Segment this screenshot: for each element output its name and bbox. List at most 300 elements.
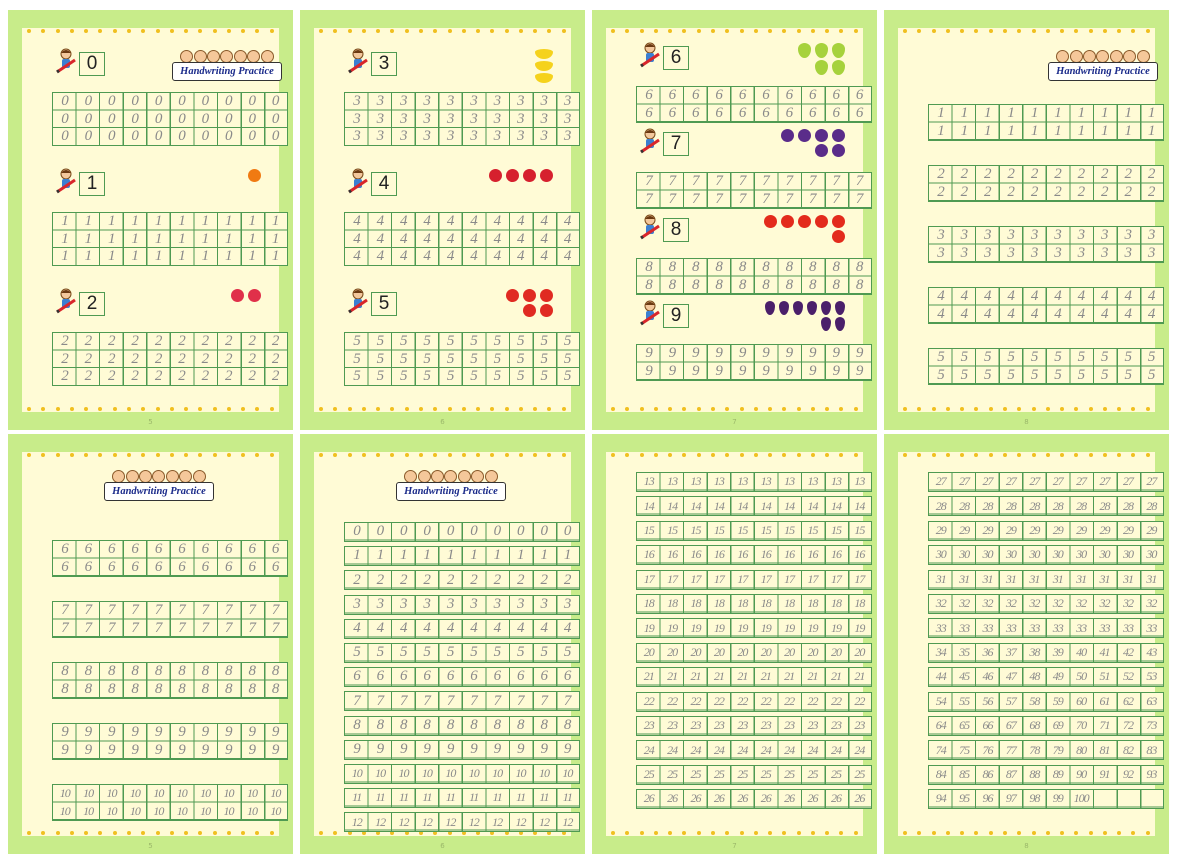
- trace-cell[interactable]: 4: [1101, 288, 1109, 305]
- trace-cell[interactable]: 1: [178, 230, 186, 247]
- trace-cell[interactable]: 5: [400, 368, 408, 385]
- trace-cell[interactable]: 6: [692, 104, 700, 121]
- trace-cell[interactable]: 5: [563, 644, 571, 661]
- trace-cell[interactable]: 0: [493, 523, 501, 540]
- trace-cell[interactable]: 10: [223, 803, 234, 818]
- trace-cell[interactable]: 5: [1030, 366, 1038, 383]
- trace-cell[interactable]: 1: [960, 105, 968, 122]
- trace-cell[interactable]: 7: [517, 692, 525, 709]
- trace-cell[interactable]: 5: [446, 333, 454, 350]
- trace-cell[interactable]: 9: [178, 741, 186, 758]
- trace-cell[interactable]: 3: [493, 110, 501, 127]
- trace-cell[interactable]: 25: [784, 767, 795, 782]
- trace-cell[interactable]: 7: [785, 173, 793, 190]
- trace-cell[interactable]: 28: [1005, 498, 1016, 513]
- trace-cell[interactable]: 14: [807, 498, 818, 513]
- trace-cell[interactable]: 1: [201, 213, 209, 230]
- trace-cell[interactable]: 19: [807, 620, 818, 635]
- trace-cell[interactable]: 3: [446, 128, 454, 145]
- trace-cell[interactable]: 4: [937, 288, 945, 305]
- trace-cell[interactable]: 7: [785, 190, 793, 207]
- trace-cell[interactable]: 2: [1054, 183, 1062, 200]
- trace-cell[interactable]: 7: [645, 173, 653, 190]
- trace-cell[interactable]: 3: [376, 128, 384, 145]
- trace-cell[interactable]: 13: [690, 474, 701, 489]
- trace-cell[interactable]: 33: [1146, 620, 1157, 635]
- trace-cell[interactable]: 10: [223, 786, 234, 801]
- trace-cell[interactable]: 6: [855, 104, 863, 121]
- trace-cell[interactable]: 11: [375, 790, 385, 805]
- trace-cell[interactable]: 32: [1052, 596, 1063, 611]
- trace-cell[interactable]: 0: [201, 128, 209, 145]
- trace-cell[interactable]: 24: [713, 742, 724, 757]
- trace-cell[interactable]: 14: [854, 498, 865, 513]
- trace-cell[interactable]: 7: [248, 619, 256, 636]
- trace-cell[interactable]: 0: [154, 110, 162, 127]
- trace-cell[interactable]: 3: [563, 110, 571, 127]
- trace-cell[interactable]: 5: [376, 368, 384, 385]
- trace-cell[interactable]: 2: [248, 368, 256, 385]
- trace-cell[interactable]: 7: [668, 173, 676, 190]
- trace-cell[interactable]: 4: [493, 248, 501, 265]
- trace-cell[interactable]: 9: [785, 362, 793, 379]
- trace-cell[interactable]: 31: [959, 571, 970, 586]
- trace-cell[interactable]: 6: [832, 87, 840, 104]
- trace-cell[interactable]: 20: [643, 645, 654, 660]
- trace-cell[interactable]: 8: [84, 663, 92, 680]
- trace-cell[interactable]: 5: [540, 333, 548, 350]
- trace-cell[interactable]: 1: [131, 248, 139, 265]
- trace-cell[interactable]: 5: [400, 644, 408, 661]
- trace-cell[interactable]: 7: [154, 602, 162, 619]
- trace-cell[interactable]: 3: [984, 227, 992, 244]
- trace-cell[interactable]: 7: [809, 190, 817, 207]
- trace-cell[interactable]: 1: [1101, 105, 1109, 122]
- trace-cell[interactable]: 78: [1029, 742, 1040, 757]
- trace-cell[interactable]: 9: [470, 741, 478, 758]
- trace-cell[interactable]: 6: [738, 104, 746, 121]
- trace-cell[interactable]: 8: [517, 716, 525, 733]
- trace-cell[interactable]: 14: [784, 498, 795, 513]
- trace-cell[interactable]: 3: [470, 110, 478, 127]
- trace-cell[interactable]: 86: [982, 767, 993, 782]
- trace-cell[interactable]: 7: [692, 190, 700, 207]
- trace-cell[interactable]: 3: [1054, 244, 1062, 261]
- trace-cell[interactable]: 1: [1054, 122, 1062, 139]
- trace-cell[interactable]: 31: [982, 571, 993, 586]
- trace-cell[interactable]: 5: [1147, 349, 1155, 366]
- trace-cell[interactable]: 10: [492, 766, 503, 781]
- trace-cell[interactable]: 8: [645, 259, 653, 276]
- trace-cell[interactable]: 26: [643, 791, 654, 806]
- trace-cell[interactable]: 82: [1122, 742, 1133, 757]
- trace-cell[interactable]: 7: [832, 190, 840, 207]
- trace-cell[interactable]: 21: [784, 669, 795, 684]
- trace-cell[interactable]: 13: [807, 474, 818, 489]
- trace-cell[interactable]: 14: [830, 498, 841, 513]
- trace-cell[interactable]: 17: [690, 571, 701, 586]
- trace-cell[interactable]: 7: [692, 173, 700, 190]
- trace-cell[interactable]: 19: [690, 620, 701, 635]
- trace-cell[interactable]: 30: [1029, 547, 1040, 562]
- trace-cell[interactable]: 7: [225, 602, 233, 619]
- trace-cell[interactable]: 4: [446, 248, 454, 265]
- trace-cell[interactable]: 6: [668, 104, 676, 121]
- trace-cell[interactable]: 9: [154, 724, 162, 741]
- trace-cell[interactable]: 35: [959, 645, 970, 660]
- trace-cell[interactable]: 42: [1122, 645, 1133, 660]
- trace-cell[interactable]: 6: [248, 558, 256, 575]
- trace-cell[interactable]: 4: [400, 248, 408, 265]
- trace-cell[interactable]: 93: [1146, 767, 1157, 782]
- trace-cell[interactable]: 6: [446, 668, 454, 685]
- trace-cell[interactable]: 7: [61, 602, 69, 619]
- trace-cell[interactable]: 0: [353, 523, 361, 540]
- trace-cell[interactable]: 9: [225, 741, 233, 758]
- trace-cell[interactable]: 10: [468, 766, 479, 781]
- trace-cell[interactable]: 1: [271, 248, 279, 265]
- trace-cell[interactable]: 6: [785, 104, 793, 121]
- trace-cell[interactable]: 67: [1005, 718, 1016, 733]
- trace-cell[interactable]: 57: [1005, 693, 1016, 708]
- trace-cell[interactable]: 9: [201, 741, 209, 758]
- trace-cell[interactable]: 8: [131, 680, 139, 697]
- trace-cell[interactable]: 27: [982, 474, 993, 489]
- trace-cell[interactable]: 1: [563, 547, 571, 564]
- trace-cell[interactable]: 49: [1052, 669, 1063, 684]
- trace-cell[interactable]: 3: [400, 595, 408, 612]
- trace-cell[interactable]: 0: [84, 110, 92, 127]
- trace-cell[interactable]: 7: [540, 692, 548, 709]
- trace-cell[interactable]: 16: [854, 547, 865, 562]
- trace-cell[interactable]: 13: [854, 474, 865, 489]
- trace-cell[interactable]: 33: [935, 620, 946, 635]
- trace-cell[interactable]: 0: [248, 128, 256, 145]
- trace-cell[interactable]: 3: [1101, 227, 1109, 244]
- trace-cell[interactable]: 9: [271, 741, 279, 758]
- trace-cell[interactable]: 5: [376, 333, 384, 350]
- trace-cell[interactable]: 0: [446, 523, 454, 540]
- trace-cell[interactable]: 10: [246, 803, 257, 818]
- trace-cell[interactable]: 9: [271, 724, 279, 741]
- trace-cell[interactable]: 5: [540, 644, 548, 661]
- trace-cell[interactable]: 16: [713, 547, 724, 562]
- trace-cell[interactable]: 37: [1005, 645, 1016, 660]
- trace-cell[interactable]: 16: [643, 547, 654, 562]
- trace-cell[interactable]: 28: [1122, 498, 1133, 513]
- trace-cell[interactable]: 29: [1122, 523, 1133, 538]
- trace-cell[interactable]: 18: [713, 596, 724, 611]
- trace-cell[interactable]: 4: [1147, 288, 1155, 305]
- trace-cell[interactable]: 5: [563, 333, 571, 350]
- trace-cell[interactable]: 26: [854, 791, 865, 806]
- trace-cell[interactable]: 8: [855, 259, 863, 276]
- trace-cell[interactable]: 6: [201, 541, 209, 558]
- trace-cell[interactable]: 0: [225, 110, 233, 127]
- trace-cell[interactable]: 10: [398, 766, 409, 781]
- trace-cell[interactable]: 9: [715, 362, 723, 379]
- trace-cell[interactable]: 8: [108, 663, 116, 680]
- trace-cell[interactable]: 9: [855, 362, 863, 379]
- trace-cell[interactable]: 10: [83, 803, 94, 818]
- trace-cell[interactable]: 10: [200, 786, 211, 801]
- trace-cell[interactable]: 2: [271, 368, 279, 385]
- trace-cell[interactable]: 9: [353, 741, 361, 758]
- trace-cell[interactable]: 68: [1029, 718, 1040, 733]
- trace-cell[interactable]: 3: [1077, 227, 1085, 244]
- trace-cell[interactable]: 8: [715, 276, 723, 293]
- trace-cell[interactable]: 5: [493, 644, 501, 661]
- trace-cell[interactable]: 5: [376, 644, 384, 661]
- trace-cell[interactable]: 2: [493, 571, 501, 588]
- trace-cell[interactable]: 29: [1099, 523, 1110, 538]
- trace-cell[interactable]: 8: [785, 276, 793, 293]
- trace-cell[interactable]: 4: [1054, 288, 1062, 305]
- trace-cell[interactable]: 16: [760, 547, 771, 562]
- trace-cell[interactable]: 14: [667, 498, 678, 513]
- trace-cell[interactable]: 2: [446, 571, 454, 588]
- trace-cell[interactable]: 24: [784, 742, 795, 757]
- trace-cell[interactable]: 9: [832, 362, 840, 379]
- trace-cell[interactable]: 17: [854, 571, 865, 586]
- trace-cell[interactable]: 4: [353, 230, 361, 247]
- trace-cell[interactable]: 4: [1030, 305, 1038, 322]
- trace-cell[interactable]: 9: [61, 741, 69, 758]
- trace-cell[interactable]: 74: [935, 742, 946, 757]
- trace-cell[interactable]: 5: [1101, 366, 1109, 383]
- trace-cell[interactable]: 0: [84, 128, 92, 145]
- trace-cell[interactable]: 6: [540, 668, 548, 685]
- trace-cell[interactable]: 1: [61, 213, 69, 230]
- trace-cell[interactable]: 2: [1124, 183, 1132, 200]
- trace-cell[interactable]: 2: [540, 571, 548, 588]
- trace-cell[interactable]: 1: [517, 547, 525, 564]
- trace-cell[interactable]: 3: [937, 244, 945, 261]
- trace-cell[interactable]: 19: [667, 620, 678, 635]
- trace-cell[interactable]: 2: [1101, 166, 1109, 183]
- trace-cell[interactable]: 29: [1052, 523, 1063, 538]
- trace-cell[interactable]: 2: [108, 368, 116, 385]
- trace-cell[interactable]: 8: [353, 716, 361, 733]
- trace-cell[interactable]: 4: [1030, 288, 1038, 305]
- trace-cell[interactable]: 22: [760, 693, 771, 708]
- trace-cell[interactable]: 1: [154, 230, 162, 247]
- trace-cell[interactable]: 26: [690, 791, 701, 806]
- trace-cell[interactable]: 21: [667, 669, 678, 684]
- trace-cell[interactable]: 27: [1052, 474, 1063, 489]
- trace-cell[interactable]: 24: [643, 742, 654, 757]
- trace-cell[interactable]: 4: [470, 620, 478, 637]
- trace-cell[interactable]: 10: [176, 786, 187, 801]
- trace-cell[interactable]: 8: [668, 259, 676, 276]
- trace-cell[interactable]: 32: [935, 596, 946, 611]
- trace-cell[interactable]: 0: [131, 128, 139, 145]
- trace-cell[interactable]: 1: [178, 248, 186, 265]
- trace-cell[interactable]: 17: [667, 571, 678, 586]
- trace-cell[interactable]: 5: [540, 368, 548, 385]
- trace-cell[interactable]: 27: [959, 474, 970, 489]
- trace-cell[interactable]: 10: [153, 803, 164, 818]
- trace-cell[interactable]: 10: [515, 766, 526, 781]
- trace-cell[interactable]: 7: [201, 619, 209, 636]
- trace-cell[interactable]: 20: [713, 645, 724, 660]
- trace-cell[interactable]: 5: [493, 368, 501, 385]
- trace-cell[interactable]: 24: [690, 742, 701, 757]
- trace-cell[interactable]: 70: [1076, 718, 1087, 733]
- trace-cell[interactable]: 27: [1099, 474, 1110, 489]
- trace-cell[interactable]: 4: [446, 620, 454, 637]
- trace-cell[interactable]: 6: [668, 87, 676, 104]
- trace-cell[interactable]: 25: [854, 767, 865, 782]
- trace-cell[interactable]: 55: [959, 693, 970, 708]
- trace-cell[interactable]: 1: [61, 248, 69, 265]
- trace-cell[interactable]: 19: [643, 620, 654, 635]
- trace-cell[interactable]: 18: [667, 596, 678, 611]
- trace-cell[interactable]: 6: [61, 541, 69, 558]
- trace-cell[interactable]: 2: [154, 350, 162, 367]
- trace-cell[interactable]: 25: [643, 767, 654, 782]
- trace-cell[interactable]: 2: [131, 350, 139, 367]
- trace-cell[interactable]: 15: [784, 523, 795, 538]
- trace-cell[interactable]: 6: [400, 668, 408, 685]
- trace-cell[interactable]: 5: [937, 366, 945, 383]
- trace-cell[interactable]: 9: [376, 741, 384, 758]
- trace-cell[interactable]: 6: [201, 558, 209, 575]
- trace-cell[interactable]: 6: [785, 87, 793, 104]
- trace-cell[interactable]: 18: [807, 596, 818, 611]
- trace-cell[interactable]: 2: [84, 350, 92, 367]
- trace-cell[interactable]: 0: [154, 93, 162, 110]
- trace-cell[interactable]: 18: [690, 596, 701, 611]
- trace-cell[interactable]: 47: [1005, 669, 1016, 684]
- trace-cell[interactable]: 84: [935, 767, 946, 782]
- trace-cell[interactable]: 5: [540, 350, 548, 367]
- trace-cell[interactable]: 33: [1005, 620, 1016, 635]
- trace-cell[interactable]: 4: [540, 620, 548, 637]
- trace-cell[interactable]: 83: [1146, 742, 1157, 757]
- trace-cell[interactable]: 38: [1029, 645, 1040, 660]
- trace-cell[interactable]: 7: [108, 602, 116, 619]
- trace-cell[interactable]: 5: [423, 333, 431, 350]
- trace-cell[interactable]: 1: [154, 213, 162, 230]
- trace-cell[interactable]: 3: [353, 595, 361, 612]
- trace-cell[interactable]: 4: [470, 248, 478, 265]
- trace-cell[interactable]: 10: [562, 766, 573, 781]
- trace-cell[interactable]: 31: [1076, 571, 1087, 586]
- trace-cell[interactable]: 3: [1030, 244, 1038, 261]
- trace-cell[interactable]: 88: [1029, 767, 1040, 782]
- trace-cell[interactable]: 5: [376, 350, 384, 367]
- trace-cell[interactable]: 0: [540, 523, 548, 540]
- trace-cell[interactable]: 3: [1124, 244, 1132, 261]
- trace-cell[interactable]: 5: [353, 368, 361, 385]
- trace-cell[interactable]: 5: [937, 349, 945, 366]
- trace-cell[interactable]: 3: [353, 110, 361, 127]
- trace-cell[interactable]: 25: [830, 767, 841, 782]
- trace-cell[interactable]: 6: [423, 668, 431, 685]
- trace-cell[interactable]: 23: [667, 718, 678, 733]
- trace-cell[interactable]: 2: [937, 166, 945, 183]
- trace-cell[interactable]: 4: [540, 213, 548, 230]
- trace-cell[interactable]: 1: [271, 230, 279, 247]
- trace-cell[interactable]: 4: [540, 230, 548, 247]
- trace-cell[interactable]: 10: [59, 786, 70, 801]
- trace-cell[interactable]: 3: [1007, 244, 1015, 261]
- trace-cell[interactable]: 9: [563, 741, 571, 758]
- trace-cell[interactable]: 43: [1146, 645, 1157, 660]
- trace-cell[interactable]: 5: [423, 368, 431, 385]
- trace-cell[interactable]: 41: [1099, 645, 1110, 660]
- trace-cell[interactable]: 0: [108, 110, 116, 127]
- trace-cell[interactable]: 28: [1052, 498, 1063, 513]
- trace-cell[interactable]: 8: [809, 259, 817, 276]
- trace-cell[interactable]: 4: [493, 620, 501, 637]
- trace-cell[interactable]: 7: [738, 173, 746, 190]
- trace-cell[interactable]: 4: [376, 248, 384, 265]
- trace-cell[interactable]: 4: [423, 248, 431, 265]
- trace-cell[interactable]: 3: [937, 227, 945, 244]
- trace-cell[interactable]: 6: [178, 541, 186, 558]
- trace-cell[interactable]: 8: [271, 680, 279, 697]
- trace-cell[interactable]: 6: [108, 558, 116, 575]
- trace-cell[interactable]: 1: [1030, 105, 1038, 122]
- trace-cell[interactable]: 33: [982, 620, 993, 635]
- trace-cell[interactable]: 1: [248, 213, 256, 230]
- trace-cell[interactable]: 2: [108, 333, 116, 350]
- trace-cell[interactable]: 85: [959, 767, 970, 782]
- trace-cell[interactable]: 0: [517, 523, 525, 540]
- trace-cell[interactable]: 1: [201, 230, 209, 247]
- trace-cell[interactable]: 2: [108, 350, 116, 367]
- trace-cell[interactable]: 23: [784, 718, 795, 733]
- trace-cell[interactable]: 22: [667, 693, 678, 708]
- trace-cell[interactable]: 15: [643, 523, 654, 538]
- trace-cell[interactable]: 1: [131, 213, 139, 230]
- trace-cell[interactable]: 8: [178, 680, 186, 697]
- trace-cell[interactable]: 2: [178, 333, 186, 350]
- trace-cell[interactable]: 9: [832, 345, 840, 362]
- trace-cell[interactable]: 1: [225, 248, 233, 265]
- trace-cell[interactable]: 5: [470, 333, 478, 350]
- trace-cell[interactable]: 21: [713, 669, 724, 684]
- trace-cell[interactable]: 6: [271, 541, 279, 558]
- trace-cell[interactable]: 4: [353, 248, 361, 265]
- trace-cell[interactable]: 5: [353, 644, 361, 661]
- trace-cell[interactable]: 21: [830, 669, 841, 684]
- trace-cell[interactable]: 15: [713, 523, 724, 538]
- trace-cell[interactable]: 8: [645, 276, 653, 293]
- trace-cell[interactable]: 4: [353, 620, 361, 637]
- trace-cell[interactable]: 0: [376, 523, 384, 540]
- trace-cell[interactable]: 3: [423, 93, 431, 110]
- trace-cell[interactable]: 4: [1124, 305, 1132, 322]
- trace-cell[interactable]: 2: [131, 333, 139, 350]
- trace-cell[interactable]: 0: [178, 93, 186, 110]
- trace-cell[interactable]: 3: [960, 227, 968, 244]
- trace-cell[interactable]: 6: [84, 541, 92, 558]
- trace-cell[interactable]: 22: [713, 693, 724, 708]
- trace-cell[interactable]: 1: [108, 248, 116, 265]
- trace-cell[interactable]: 3: [517, 93, 525, 110]
- trace-cell[interactable]: 8: [715, 259, 723, 276]
- trace-cell[interactable]: 8: [738, 276, 746, 293]
- trace-cell[interactable]: 20: [690, 645, 701, 660]
- trace-cell[interactable]: 1: [271, 213, 279, 230]
- trace-cell[interactable]: 17: [643, 571, 654, 586]
- trace-cell[interactable]: 9: [131, 724, 139, 741]
- trace-cell[interactable]: 1: [248, 230, 256, 247]
- trace-cell[interactable]: 6: [563, 668, 571, 685]
